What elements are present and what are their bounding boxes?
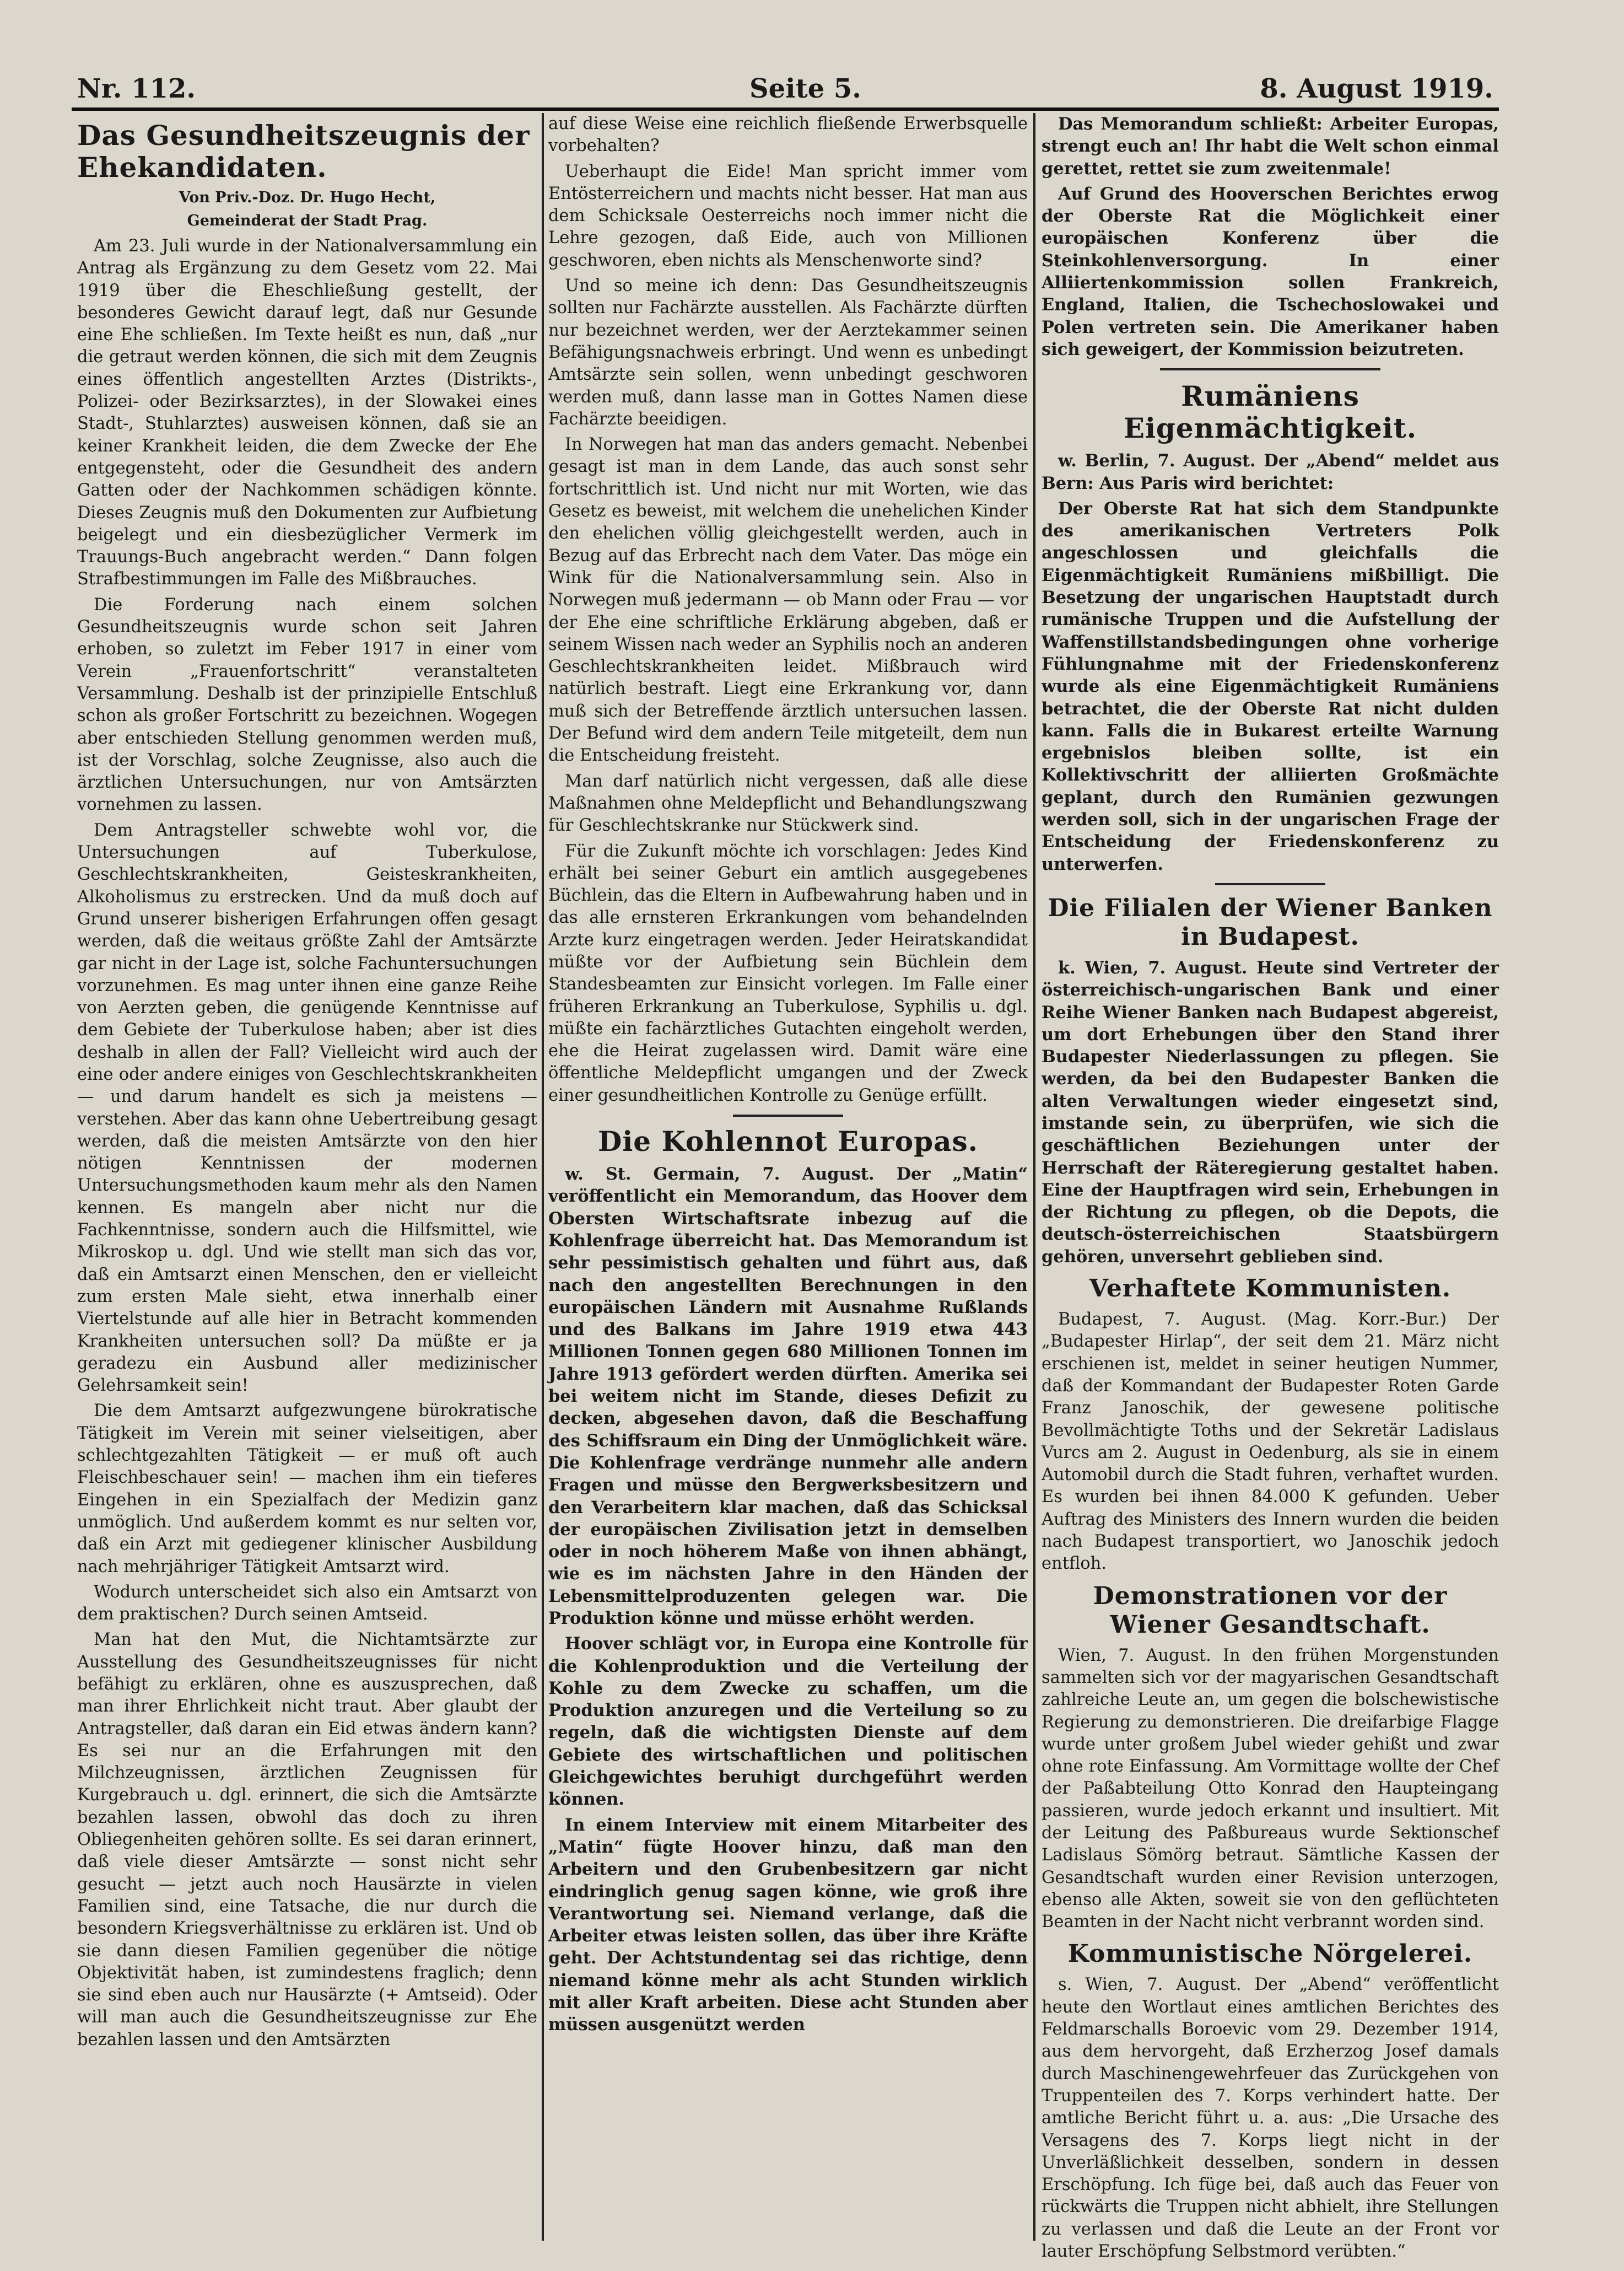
paragraph: Die dem Amtsarzt aufgezwungene bürokratische Tätigkeit im Verein mit seiner vielseitigen, aber schlechtgezahlten Tätigkeit — er muß oft auch Fleischbeschauer sein! — machen ihm ein tieferes Eingehen in ein Spezialfach der Medizin ganz unmöglich. Und außerdem kommt es nur selten vor, daß ein Arzt mit gediegener klinischer Ausbildung nach mehrjähriger Tätigkeit Amtsarzt wird.: [77, 1401, 537, 1576]
article-body-romania: [1042, 450, 1499, 875]
column-1: [77, 113, 537, 2246]
article-title-arrested-communists: Verhaftete Kommunisten.: [1089, 1274, 1452, 1303]
paragraph: Wien, 7. August. In den frühen Morgenstunden sammelten sich vor der magyarischen Gesandtschaft zahlreiche Leute an, um gegen die bolschewistische Regierung zu demonstrieren. Die dreifarbige Flagge wurde unter großem Jubel wieder gehißt und zwar ohne rote Einfassung. Am Vormittage wollte der Chef der Paßabteilung Otto Konrad den Haupteingang passieren, wurde jedoch erkannt und insultiert. Mit der Leitung des Paßbureaus wurde Sektionschef Ladislaus Sömörg betraut. Sämtliche Kassen der Gesandtschaft wurden einer Revision unterzogen, ebenso alle Akten, soweit sie von den geflüchteten Beamten in der Nacht nicht verbrannt worden sind.: [1042, 1645, 1499, 1932]
article-separator: [1215, 883, 1325, 885]
paragraph: Dem Antragsteller schwebte wohl vor, die Untersuchungen auf Tuberkulose, Geschlechtskrankheiten, Geisteskrankheiten, Alkoholismus zu erstrecken. Und da muß doch auf Grund unserer bisherigen Erfahrungen offen gesagt werden, daß die weitaus größte Zahl der Amtsärzte gar nicht in der Lage ist, solche Fachuntersuchungen vorzunehmen. Es mag unter ihnen eine ganze Reihe von Aerzten geben, die genügende Kenntnisse auf dem Gebiete der Tuberkulose haben; aber ist dies deshalb in allen der Fall? Vielleicht wird auch der eine oder andere einiges von Geschlechtskrankheiten — und darum handelt es sich ja meistens — verstehen. Aber das kann ohne Uebertreibung gesagt werden, daß die meisten Amtsärzte von den hier nötigen Kenntnissen der modernen Untersuchungsmethoden kaum mehr als den Namen kennen. Es mangeln aber nicht nur die Fachkenntnisse, sondern auch die Hilfsmittel, wie Mikroskop u. dgl. Und wie stellt man sich das vor, daß ein Amtsarzt einen Menschen, den er vielleicht zum ersten Male sieht, etwa innerhalb einer Viertelstunde auf alle hier in Betracht kommenden Krankheiten untersuchen soll? Da müßte er ja geradezu ein Ausbund aller medizinischer Gelehrsamkeit sein!: [77, 820, 537, 1396]
paragraph: Man hat den Mut, die Nichtamtsärzte zur Ausstellung des Gesundheitszeugnisses für nicht befähigt zu erklären, ohne es auszusprechen, daß man ihrer Ehrlichkeit nicht traut. Aber glaubt der Antragsteller, daß daran ein Eid etwas ändern kann? Es sei nur an die Erfahrungen mit den Milchzeugnissen, ärztlichen Zeugnissen für Kurgebrauch u. dgl. erinnert, die sich die Amtsärzte bezahlen lassen, obwohl das doch zu ihren Obliegenheiten gehören sollte. Es sei daran erinnert, daß viele dieser Amtsärzte — sonst nicht sehr gesucht — jetzt auch noch Hausärzte in vielen Familien sind, eine Tatsache, die nur durch die besondern Kriegsverhältnisse zu erklären ist. Und ob sie dann diesen Familien gegenüber die nötige Objektivität haben, ist zumindestens fraglich; denn sie sind eben auch nur Hausärzte (+ Amtseid). Oder will man auch die Gesundheitszeugnisse zur Ehe bezahlen lassen und den Amtsärzten: [77, 1630, 537, 2049]
paragraph: Ueberhaupt die Eide! Man spricht immer vom Entösterreichern und machts nicht besser. Hat man aus dem Schicksale Oesterreichs noch immer nicht die Lehre gezogen, daß Eide, auch von Millionen geschworen, eben nichts als Menschenworte sind?: [548, 162, 1028, 270]
article-body-memorandum: [1042, 113, 1499, 360]
paragraph: w. Berlin, 7. August. Der „Abend“ meldet aus Bern: Aus Paris wird berichtet:: [1042, 451, 1499, 493]
paragraph: Wodurch unterscheidet sich also ein Amtsarzt von dem praktischen? Durch seinen Amtseid.: [77, 1582, 537, 1624]
paragraph: Auf Grund des Hooverschen Berichtes erwog der Oberste Rat die Möglichkeit einer europäischen Konferenz über die Steinkohlenversorgung. In einer Alliiertenkommission sollen Frankreich, England, Italien, die Tschechoslowakei und Polen vertreten sein. Die Amerikaner haben sich geweigert, der Kommission beizutreten.: [1042, 184, 1499, 359]
article-body-coal: [548, 1163, 1028, 2036]
paragraph: Und so meine ich denn: Das Gesundheitszeugnis sollten nur Fachärzte ausstellen. Als Fachärzte dürften nur bezeichnet werden, wer der Aerztekammer seinen Befähigungsnachweis erbringt. Und wenn es unbedingt Amtsärzte sein sollen, wenn unbedingt geschworen werden muß, dann lasse man in Gottes Namen diese Fachärzte beeidigen.: [548, 276, 1028, 429]
paragraph: Die Forderung nach einem solchen Gesundheitszeugnis wurde schon seit Jahren erhoben, so zuletzt im Feber 1917 in einer vom Verein „Frauenfortschritt“ veranstalteten Versammlung. Deshalb ist der prinzipielle Entschluß schon als großer Fortschritt zu bezeichnen. Wogegen aber entschieden Stellung genommen werden muß, ist der Vorschlag, solche Zeugnisse, also auch die ärztlichen Untersuchungen, nur von Amtsärzten vornehmen zu lassen.: [77, 595, 537, 815]
issue-number: Nr. 112.: [77, 73, 196, 104]
column-rule: [1033, 113, 1035, 2241]
paragraph: In einem Interview mit einem Mitarbeiter des „Matin“ fügte Hoover hinzu, daß man den Arbeitern und den Grubenbesitzern gar nicht eindringlich genug sagen könne, wie groß ihre Verantwortung sei. Niemand verlange, daß die Arbeiter etwas leisten sollen, das über ihre Kräfte geht. Der Achtstundentag sei das richtige, denn niemand könne mehr als acht Stunden wirklich mit aller Kraft arbeiten. Diese acht Stunden aber müssen ausgenützt werden: [548, 1815, 1028, 2035]
byline-author: Von Priv.-Doz. Dr. Hugo Hecht,: [179, 189, 436, 206]
paragraph: auf diese Weise eine reichlich fließende Erwerbsquelle vorbehalten?: [548, 114, 1028, 156]
article-separator: [1160, 368, 1380, 370]
paragraph: Budapest, 7. August. (Mag. Korr.-Bur.) Der „Budapester Hirlap“, der seit dem 21. März nicht erschienen ist, meldet in seiner heutigen Nummer, daß der Kommandant der Budapester Roten Garde Franz Janoschik, der gewesene politische Bevollmächtigte Toths und der Sekretär Ladislaus Vurcs am 2. August in Oedenburg, als sie in einem Automobil durch die Stadt fuhren, verhaftet wurden. Es wurden bei ihnen 84.000 K gefunden. Ueber Auftrag des Ministers des Innern wurden die beiden nach Budapest transportiert, wo Janoschik jedoch entfloh.: [1042, 1310, 1499, 1574]
article-title-health-certificate: Das Gesundheitszeugnis der Ehekandidaten.: [77, 119, 530, 184]
paragraph: s. Wien, 7. August. Der „Abend“ veröffentlicht heute den Wortlaut eines amtlichen Berichtes des Feldmarschalls Boroevic vom 29. Dezember 1914, aus dem hervorgeht, daß Erzherzog Josef damals durch Maschinengewehrfeuer das Zurückgehen von Truppenteilen des 7. Korps verhindert hatte. Der amtliche Bericht führt u. a. aus: „Die Ursache des Versagens des 7. Korps liegt nicht in der Unverläßlichkeit desselben, sondern in dessen Erschöpfung. Ich füge bei, daß auch das Feuer von rückwärts die Truppen nicht abhielt, ihre Stellungen zu verlassen und daß die Leute an der Front vor lauter Erschöpfung Selbstmord verübten.“: [1042, 1975, 1499, 2262]
article-separator: [733, 1115, 843, 1117]
paragraph: Für die Zukunft möchte ich vorschlagen: Jedes Kind erhält bei seiner Geburt ein amtlich ausgegebenes Büchlein, das die Eltern in Aufbewahrung haben und in das alle ernsteren Erkrankungen vom behandelnden Arzte kurz eingetragen werden. Jeder Heiratskandidat müßte vor der Aufbietung sein Büchlein dem Standesbeamten zur Einsicht vorlegen. Im Falle einer früheren Erkrankung an Tuberkulose, Syphilis u. dgl. müßte ein fachärztliches Gutachten eingeholt werden, ehe die Heirat zugelassen wird. Damit wäre eine öffentliche Meldepflicht umgangen und der Zweck einer gesundheitlichen Kontrolle zu Genüge erfüllt.: [548, 841, 1028, 1105]
article-title-romania: Rumäniens Eigenmächtigkeit.: [1123, 380, 1417, 445]
page-number: Seite 5.: [749, 73, 861, 104]
article-title-communist-grumbling: Kommunistische Nörgelerei.: [1067, 1940, 1473, 1968]
paragraph: w. St. Germain, 7. August. Der „Matin“ veröffentlicht ein Memorandum, das Hoover dem Obersten Wirtschaftsrate inbezug auf die Kohlenfrage überreicht hat. Das Memorandum ist sehr pessimistisch gehalten und führt aus, daß nach den angestellten Berechnungen in den europäischen Ländern mit Ausnahme Rußlands und des Balkans im Jahre 1919 etwa 443 Millionen Tonnen gegen 680 Millionen Tonnen im Jahre 1913 gefördert werden dürften. Amerika sei bei weitem nicht im Stande, dieses Defizit zu decken, abgesehen davon, daß die Beschaffung des Schiffsraum ein Ding der Unmöglichkeit wäre. Die Kohlenfrage verdränge nunmehr alle andern Fragen und müsse den Bergwerksbesitzern und den Verarbeitern klar machen, daß das Schicksal der europäischen Zivilisation jetzt in demselben oder in noch höherem Maße von ihnen abhängt, wie es im nächsten Jahre in den Händen der Lebensmittelproduzenten gelegen war. Die Produktion könne und müsse erhöht werden.: [548, 1164, 1028, 1628]
paragraph: Der Oberste Rat hat sich dem Standpunkte des amerikanischen Vertreters Polk angeschlossen und gleichfalls die Eigenmächtigkeit Rumäniens mißbilligt. Die Besetzung der ungarischen Hauptstadt durch rumänische Truppen und die Aufstellung der Waffenstillstandsbedingungen ohne vorherige Fühlungnahme mit der Friedenskonferenz wurde als eine Eigenmächtigkeit Rumäniens betrachtet, die der Oberste Rat nicht dulden kann. Falls die in Bukarest erteilte Warnung ergebnislos bleiben sollte, ist ein Kollektivschritt der alliierten Großmächte geplant, durch den Rumänien gezwungen werden soll, sich in der ungarischen Frage der Entscheidung der Friedenskonferenz zu unterwerfen.: [1042, 498, 1499, 874]
byline-role: Gemeinderat der Stadt Prag.: [187, 212, 428, 229]
paragraph: Das Memorandum schließt: Arbeiter Europas, strengt euch an! Ihr habt die Welt schon einmal gerettet, rettet sie zum zweitenmale!: [1042, 114, 1499, 179]
page-header: [72, 69, 1499, 111]
article-title-banks: Die Filialen der Wiener Banken in Budapest.: [1048, 894, 1493, 951]
article-title-demonstrations: Demonstrationen vor der Wiener Gesandtschaft.: [1093, 1581, 1448, 1639]
column-3: [1042, 113, 1499, 2262]
paragraph: In Norwegen hat man das anders gemacht. Nebenbei gesagt ist man in dem Lande, das auch sonst sehr fortschrittlich ist. Und nicht nur mit Worten, wie das Gesetz es beweist, mit welchem die unehelichen Kinder den ehelichen völlig gleichgestellt werden, auch in Bezug auf das Erbrecht nach dem Vater. Das möge ein Wink für die Nationalversammlung sein. Also in Norwegen muß jedermann — ob Mann oder Frau — vor der Ehe eine schriftliche Erklärung abgeben, daß er seinem Wissen nach weder an Syphilis noch an anderen Geschlechtskrankheiten leidet. Mißbrauch wird natürlich bestraft. Liegt eine Erkrankung vor, dann muß sich der Betreffende ärztlich untersuchen lassen. Der Befund wird dem andern Teile mitgeteilt, dem nun die Entscheidung freisteht.: [548, 435, 1028, 766]
paragraph: Hoover schlägt vor, in Europa eine Kontrolle für die Kohlenproduktion und die Verteilung der Kohle zu dem Zwecke zu schaffen, um die Produktion anzuregen und die Verteilung so zu regeln, daß die wichtigsten Dienste auf dem Gebiete des wirtschaftlichen und politischen Gleichgewichtes beruhigt durchgeführt werden können.: [548, 1634, 1028, 1810]
paragraph: Am 23. Juli wurde in der Nationalversammlung ein Antrag als Ergänzung zu dem Gesetz vom 22. Mai 1919 über die Eheschließung gestellt, der besonderes Gewicht darauf legt, daß nur Gesunde eine Ehe schließen. Im Texte heißt es nun, daß „nur die getraut werden können, die sich mit dem Zeugnis eines öffentlich angestellten Arztes (Distrikts-, Polizei- oder Bezirksarztes), in der Slowakei eines Stadt-, Stuhlarztes) ausweisen können, daß sie an keiner Krankheit leiden, die dem Zwecke der Ehe entgegensteht, oder die Gesundheit des andern Gatten oder der Nachkommen schädigen könnte. Dieses Zeugnis muß den Dokumenten zur Aufbietung beigelegt und ein diesbezüglicher Vermerk im Trauungs-Buch angebracht werden.“ Dann folgen Strafbestimmungen im Falle des Mißbrauches.: [77, 236, 537, 589]
article-body-banks: [1042, 957, 1499, 1268]
issue-date: 8. August 1919.: [1260, 73, 1493, 104]
column-rule: [542, 113, 544, 2241]
column-2: [548, 113, 1028, 2246]
article-title-coal-shortage: Die Kohlennot Europas.: [597, 1125, 979, 1158]
paragraph: k. Wien, 7. August. Heute sind Vertreter der österreichisch-ungarischen Bank und einer Reihe Wiener Banken nach Budapest abgereist, um dort Erhebungen über den Stand ihrer Budapester Niederlassungen zu pflegen. Sie werden, da bei den Budapester Banken die alten Verwaltungen wieder eingesetzt sind, imstande sein, zu überprüfen, wie sich die geschäftlichen Beziehungen unter der Herrschaft der Räteregierung gestaltet haben. Eine der Hauptfragen wird sein, Erhebungen in der Richtung zu pflegen, ob die Depots, die deutsch-österreichischen Staatsbürgern gehören, unversehrt geblieben sind.: [1042, 957, 1499, 1267]
paragraph: Man darf natürlich nicht vergessen, daß alle diese Maßnahmen ohne Meldepflicht und Behandlungszwang für Geschlechtskranke nur Stückwerk sind.: [548, 771, 1028, 836]
